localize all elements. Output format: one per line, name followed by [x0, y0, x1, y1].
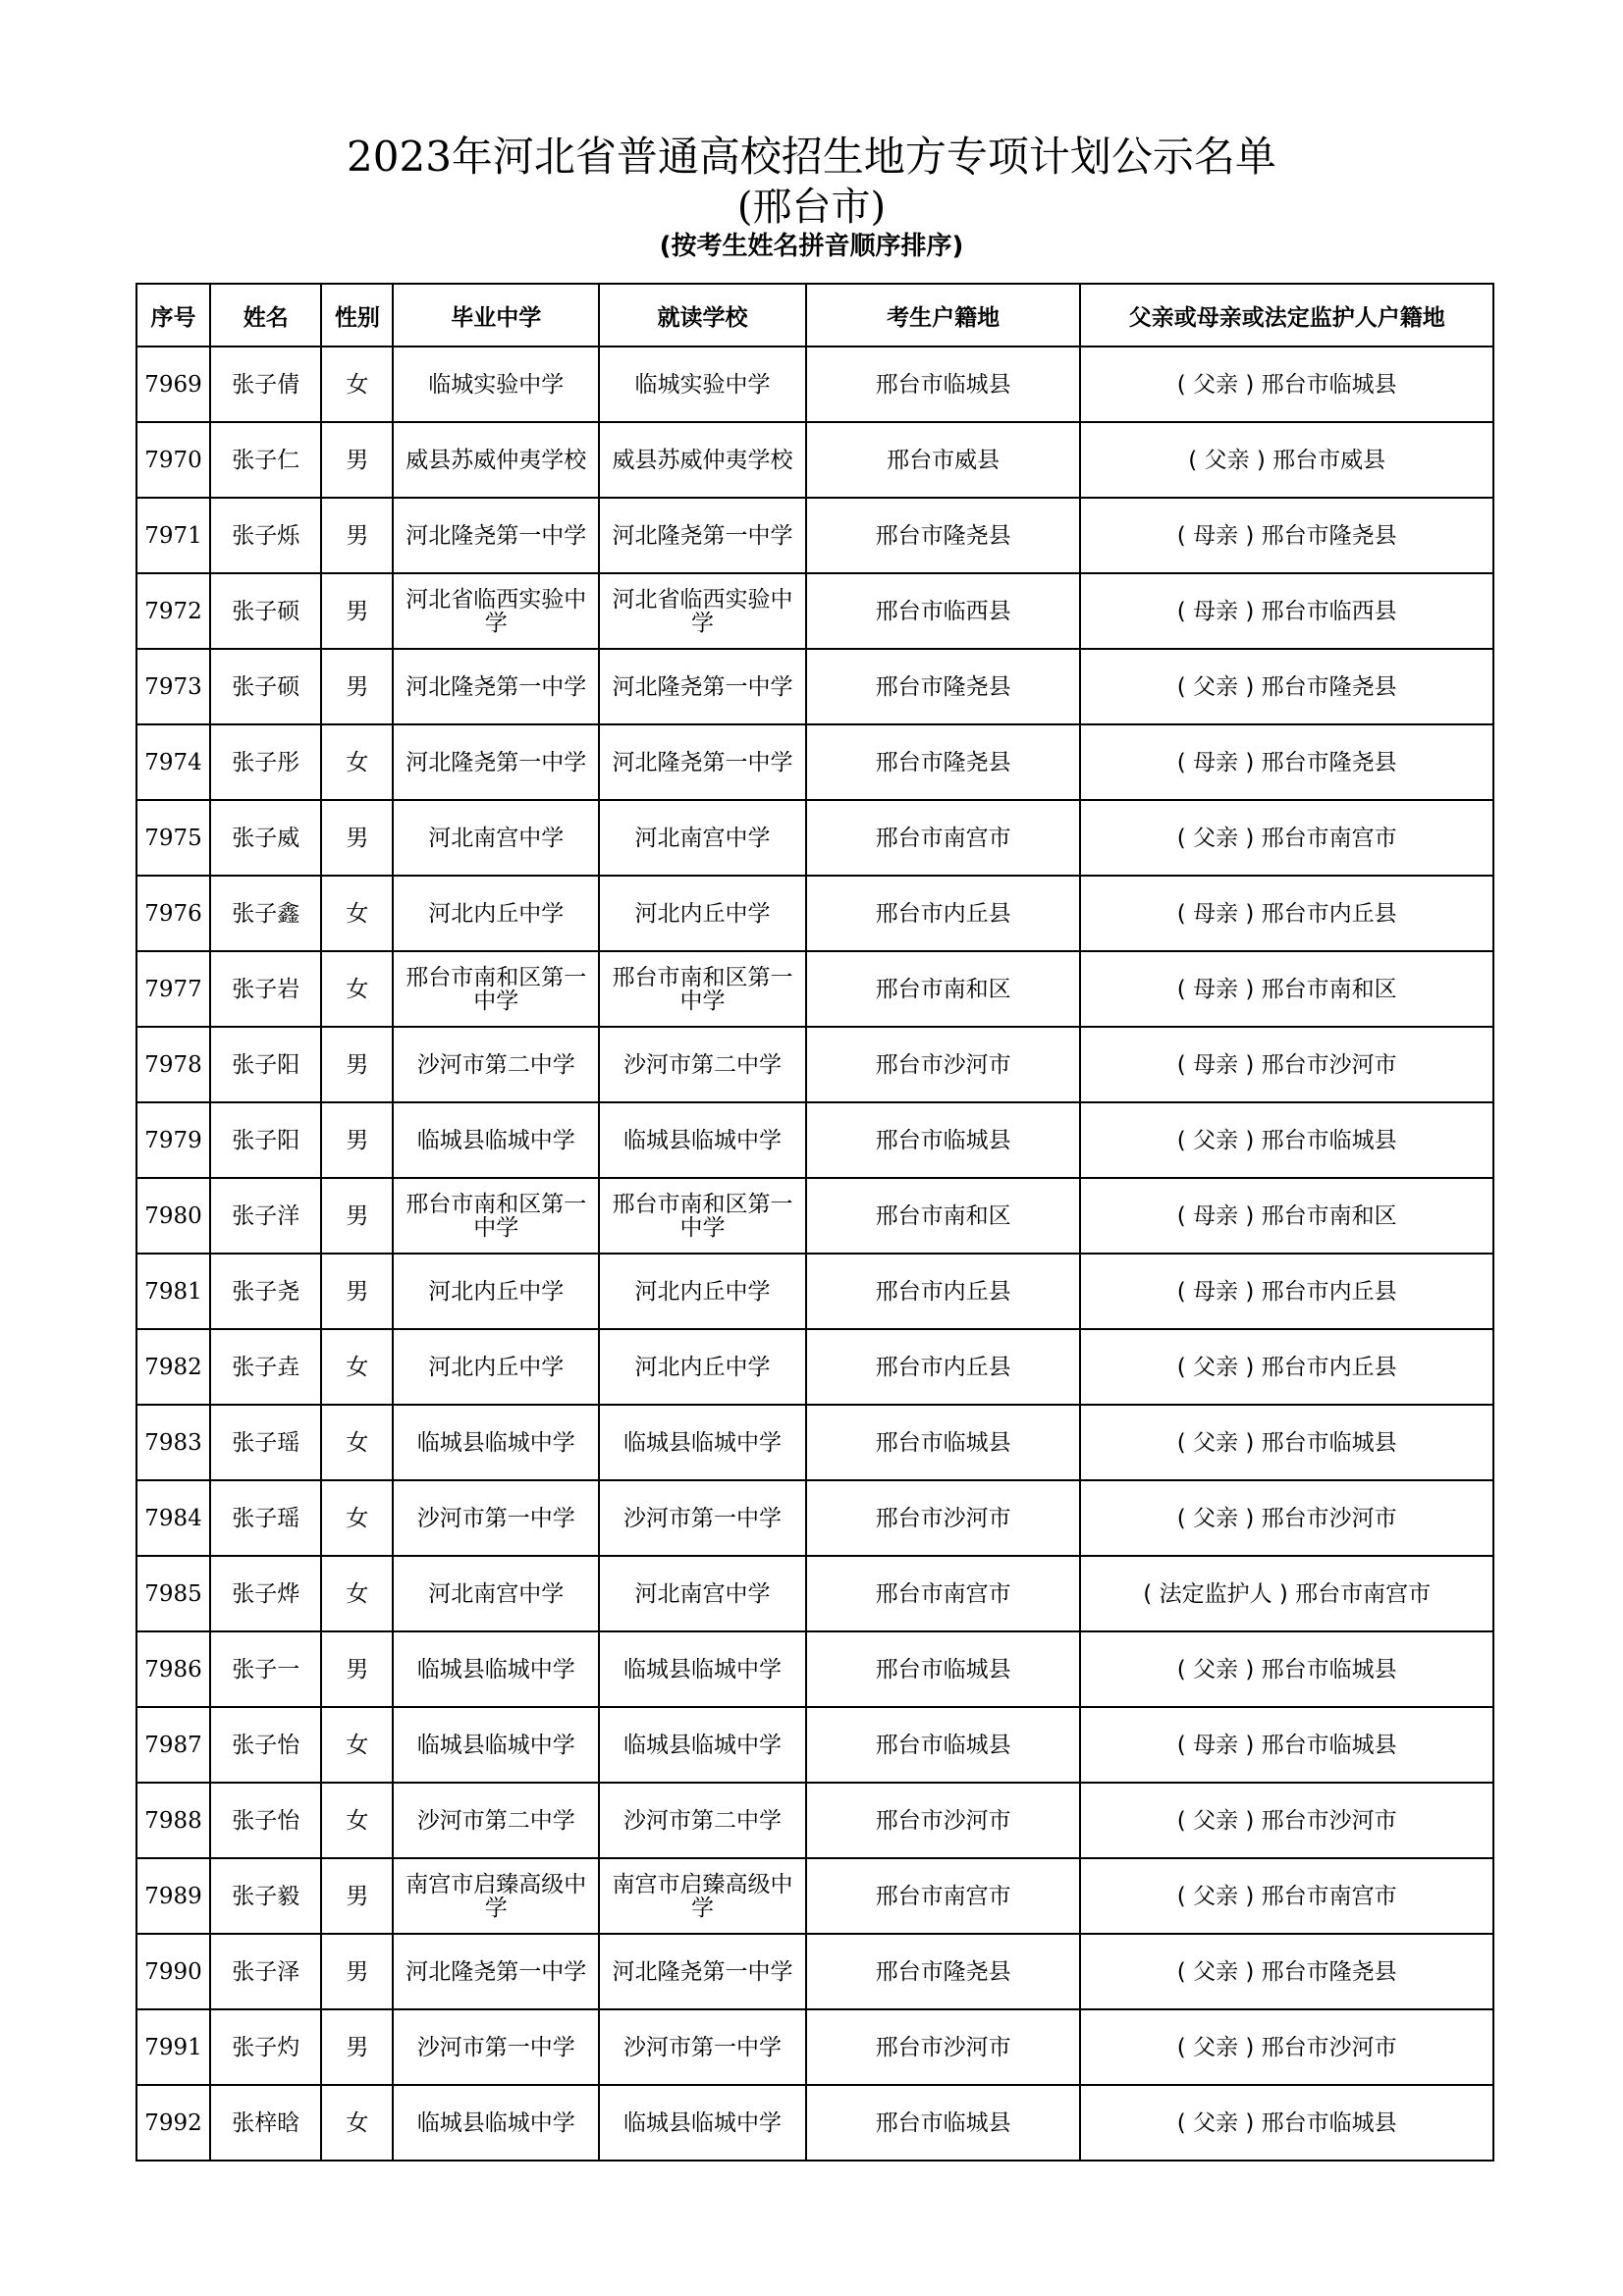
col-header-no: 序号: [136, 284, 210, 347]
cell-grad-school: 沙河市第一中学: [393, 2009, 599, 2085]
table-row: [136, 1254, 1493, 1329]
col-header-gender: 性别: [321, 284, 393, 347]
table-row: [136, 1178, 1493, 1254]
cell-current-school: 沙河市第二中学: [599, 1783, 806, 1858]
cell-gender: 男: [321, 1858, 393, 1934]
cell-no: 7983: [136, 1405, 210, 1480]
table-row: [136, 1027, 1493, 1102]
cell-grad-school: 河北内丘中学: [393, 876, 599, 951]
cell-grad-school: 河北内丘中学: [393, 1329, 599, 1405]
cell-grad-school: 临城实验中学: [393, 347, 599, 422]
cell-current-school: 河北南宫中学: [599, 1556, 806, 1631]
cell-current-school: 河北内丘中学: [599, 876, 806, 951]
table-row: [136, 2085, 1493, 2161]
cell-name: 张子怡: [210, 1707, 321, 1783]
cell-current-school: 沙河市第一中学: [599, 1480, 806, 1556]
cell-grad-school: 临城县临城中学: [393, 2085, 599, 2161]
table-row: [136, 1480, 1493, 1556]
cell-guardian: ( 父亲 ) 邢台市沙河市: [1080, 1783, 1493, 1858]
cell-hukou: 邢台市隆尧县: [806, 1934, 1081, 2009]
cell-no: 7990: [136, 1934, 210, 2009]
cell-current-school: 临城县临城中学: [599, 1102, 806, 1178]
cell-name: 张子尧: [210, 1254, 321, 1329]
table-row: [136, 2009, 1493, 2085]
cell-guardian: ( 父亲 ) 邢台市沙河市: [1080, 1480, 1493, 1556]
cell-hukou: 邢台市沙河市: [806, 2009, 1081, 2085]
cell-name: 张子仁: [210, 422, 321, 498]
cell-grad-school: 河北内丘中学: [393, 1254, 599, 1329]
cell-no: 7975: [136, 800, 210, 876]
cell-name: 张子毅: [210, 1858, 321, 1934]
cell-current-school: 河北隆尧第一中学: [599, 724, 806, 800]
cell-name: 张子硕: [210, 573, 321, 649]
cell-hukou: 邢台市临城县: [806, 1631, 1081, 1707]
cell-hukou: 邢台市南宫市: [806, 1556, 1081, 1631]
cell-grad-school: 河北隆尧第一中学: [393, 498, 599, 573]
cell-gender: 女: [321, 876, 393, 951]
cell-no: 7974: [136, 724, 210, 800]
cell-no: 7985: [136, 1556, 210, 1631]
cell-name: 张子垚: [210, 1329, 321, 1405]
table-row: [136, 951, 1493, 1027]
cell-current-school: 临城县临城中学: [599, 1405, 806, 1480]
cell-hukou: 邢台市沙河市: [806, 1027, 1081, 1102]
cell-hukou: 邢台市沙河市: [806, 1783, 1081, 1858]
cell-current-school: 河北隆尧第一中学: [599, 649, 806, 724]
cell-grad-school: 河北隆尧第一中学: [393, 724, 599, 800]
cell-guardian: ( 法定监护人 ) 邢台市南宫市: [1080, 1556, 1493, 1631]
cell-hukou: 邢台市内丘县: [806, 1329, 1081, 1405]
cell-grad-school: 威县苏威仲夷学校: [393, 422, 599, 498]
cell-grad-school: 临城县临城中学: [393, 1102, 599, 1178]
cell-hukou: 邢台市威县: [806, 422, 1081, 498]
cell-grad-school: 沙河市第二中学: [393, 1027, 599, 1102]
cell-guardian: ( 父亲 ) 邢台市临城县: [1080, 2085, 1493, 2161]
cell-guardian: ( 父亲 ) 邢台市南宫市: [1080, 800, 1493, 876]
cell-name: 张子烨: [210, 1556, 321, 1631]
cell-no: 7972: [136, 573, 210, 649]
cell-hukou: 邢台市临城县: [806, 2085, 1081, 2161]
cell-no: 7969: [136, 347, 210, 422]
cell-current-school: 河北内丘中学: [599, 1254, 806, 1329]
cell-guardian: ( 父亲 ) 邢台市内丘县: [1080, 1329, 1493, 1405]
table-row: [136, 1102, 1493, 1178]
cell-name: 张子瑶: [210, 1480, 321, 1556]
cell-gender: 女: [321, 2085, 393, 2161]
cell-no: 7987: [136, 1707, 210, 1783]
cell-no: 7984: [136, 1480, 210, 1556]
cell-guardian: ( 母亲 ) 邢台市内丘县: [1080, 876, 1493, 951]
cell-hukou: 邢台市临城县: [806, 1102, 1081, 1178]
table-row: [136, 347, 1493, 422]
cell-guardian: ( 母亲 ) 邢台市内丘县: [1080, 1254, 1493, 1329]
table-row: [136, 1556, 1493, 1631]
table-row: [136, 573, 1493, 649]
cell-current-school: 临城县临城中学: [599, 2085, 806, 2161]
cell-name: 张子威: [210, 800, 321, 876]
table-row: [136, 422, 1493, 498]
cell-gender: 男: [321, 573, 393, 649]
table-header-row: [136, 284, 1493, 347]
cell-gender: 男: [321, 649, 393, 724]
table-row: [136, 800, 1493, 876]
cell-guardian: ( 母亲 ) 邢台市南和区: [1080, 951, 1493, 1027]
cell-current-school: 临城县临城中学: [599, 1631, 806, 1707]
cell-current-school: 河北隆尧第一中学: [599, 1934, 806, 2009]
cell-current-school: 河北省临西实验中学: [599, 573, 806, 649]
cell-name: 张子怡: [210, 1783, 321, 1858]
cell-guardian: ( 母亲 ) 邢台市沙河市: [1080, 1027, 1493, 1102]
cell-hukou: 邢台市临城县: [806, 1405, 1081, 1480]
page-title: 2023年河北省普通高校招生地方专项计划公示名单: [347, 133, 1276, 181]
cell-name: 张子灼: [210, 2009, 321, 2085]
cell-gender: 男: [321, 1934, 393, 2009]
table-row: [136, 1329, 1493, 1405]
cell-guardian: ( 母亲 ) 邢台市临城县: [1080, 1707, 1493, 1783]
cell-grad-school: 临城县临城中学: [393, 1631, 599, 1707]
cell-name: 张子鑫: [210, 876, 321, 951]
cell-no: 7982: [136, 1329, 210, 1405]
cell-guardian: ( 父亲 ) 邢台市沙河市: [1080, 2009, 1493, 2085]
cell-guardian: ( 父亲 ) 邢台市隆尧县: [1080, 1934, 1493, 2009]
cell-grad-school: 临城县临城中学: [393, 1707, 599, 1783]
cell-no: 7989: [136, 1858, 210, 1934]
cell-gender: 男: [321, 800, 393, 876]
table-row: [136, 1858, 1493, 1934]
cell-guardian: ( 父亲 ) 邢台市临城县: [1080, 1405, 1493, 1480]
cell-current-school: 河北南宫中学: [599, 800, 806, 876]
table-row: [136, 649, 1493, 724]
table-body: [136, 347, 1493, 2161]
cell-grad-school: 南宫市启臻高级中学: [393, 1858, 599, 1934]
cell-current-school: 邢台市南和区第一中学: [599, 951, 806, 1027]
table-row: [136, 498, 1493, 573]
cell-guardian: ( 父亲 ) 邢台市临城县: [1080, 1102, 1493, 1178]
cell-guardian: ( 母亲 ) 邢台市隆尧县: [1080, 724, 1493, 800]
cell-gender: 男: [321, 1631, 393, 1707]
cell-hukou: 邢台市隆尧县: [806, 498, 1081, 573]
cell-gender: 男: [321, 1102, 393, 1178]
cell-gender: 男: [321, 2009, 393, 2085]
cell-current-school: 沙河市第一中学: [599, 2009, 806, 2085]
cell-grad-school: 临城县临城中学: [393, 1405, 599, 1480]
cell-name: 张子泽: [210, 1934, 321, 2009]
cell-hukou: 邢台市沙河市: [806, 1480, 1081, 1556]
cell-name: 张子硕: [210, 649, 321, 724]
cell-gender: 女: [321, 1783, 393, 1858]
cell-guardian: ( 父亲 ) 邢台市威县: [1080, 422, 1493, 498]
cell-gender: 女: [321, 347, 393, 422]
table-row: [136, 1631, 1493, 1707]
cell-guardian: ( 父亲 ) 邢台市临城县: [1080, 1631, 1493, 1707]
col-header-guardian: 父亲或母亲或法定监护人户籍地: [1080, 284, 1493, 347]
cell-name: 张子烁: [210, 498, 321, 573]
cell-current-school: 河北内丘中学: [599, 1329, 806, 1405]
cell-name: 张子岩: [210, 951, 321, 1027]
cell-no: 7988: [136, 1783, 210, 1858]
cell-current-school: 沙河市第二中学: [599, 1027, 806, 1102]
cell-no: 7973: [136, 649, 210, 724]
cell-no: 7978: [136, 1027, 210, 1102]
cell-current-school: 南宫市启臻高级中学: [599, 1858, 806, 1934]
cell-hukou: 邢台市隆尧县: [806, 724, 1081, 800]
cell-guardian: ( 父亲 ) 邢台市临城县: [1080, 347, 1493, 422]
cell-hukou: 邢台市临城县: [806, 347, 1081, 422]
cell-guardian: ( 父亲 ) 邢台市南宫市: [1080, 1858, 1493, 1934]
cell-current-school: 临城实验中学: [599, 347, 806, 422]
cell-name: 张梓晗: [210, 2085, 321, 2161]
cell-no: 7977: [136, 951, 210, 1027]
cell-no: 7986: [136, 1631, 210, 1707]
cell-gender: 女: [321, 1480, 393, 1556]
cell-gender: 女: [321, 1405, 393, 1480]
cell-hukou: 邢台市内丘县: [806, 876, 1081, 951]
col-header-name: 姓名: [210, 284, 321, 347]
cell-gender: 男: [321, 1027, 393, 1102]
cell-hukou: 邢台市临西县: [806, 573, 1081, 649]
cell-grad-school: 河北南宫中学: [393, 1556, 599, 1631]
cell-gender: 男: [321, 498, 393, 573]
cell-hukou: 邢台市内丘县: [806, 1254, 1081, 1329]
table-row: [136, 1934, 1493, 2009]
cell-gender: 男: [321, 422, 393, 498]
cell-gender: 女: [321, 1707, 393, 1783]
cell-hukou: 邢台市隆尧县: [806, 649, 1081, 724]
cell-hukou: 邢台市南和区: [806, 951, 1081, 1027]
cell-guardian: ( 母亲 ) 邢台市隆尧县: [1080, 498, 1493, 573]
cell-gender: 男: [321, 1254, 393, 1329]
col-header-hukou: 考生户籍地: [806, 284, 1081, 347]
sort-note: (按考生姓名拼音顺序排序): [659, 232, 964, 261]
cell-no: 7971: [136, 498, 210, 573]
cell-no: 7976: [136, 876, 210, 951]
cell-no: 7979: [136, 1102, 210, 1178]
cell-current-school: 邢台市南和区第一中学: [599, 1178, 806, 1254]
cell-gender: 女: [321, 724, 393, 800]
cell-gender: 男: [321, 1178, 393, 1254]
cell-name: 张子彤: [210, 724, 321, 800]
col-header-current-school: 就读学校: [599, 284, 806, 347]
table-row: [136, 1783, 1493, 1858]
cell-name: 张子阳: [210, 1027, 321, 1102]
cell-guardian: ( 父亲 ) 邢台市隆尧县: [1080, 649, 1493, 724]
cell-grad-school: 河北隆尧第一中学: [393, 649, 599, 724]
cell-grad-school: 河北省临西实验中学: [393, 573, 599, 649]
cell-name: 张子一: [210, 1631, 321, 1707]
cell-gender: 女: [321, 1329, 393, 1405]
city-subtitle: (邢台市): [736, 185, 887, 230]
cell-current-school: 河北隆尧第一中学: [599, 498, 806, 573]
cell-name: 张子洋: [210, 1178, 321, 1254]
cell-grad-school: 邢台市南和区第一中学: [393, 951, 599, 1027]
cell-grad-school: 河北隆尧第一中学: [393, 1934, 599, 2009]
cell-hukou: 邢台市南宫市: [806, 800, 1081, 876]
cell-grad-school: 沙河市第一中学: [393, 1480, 599, 1556]
table-row: [136, 1405, 1493, 1480]
cell-current-school: 威县苏威仲夷学校: [599, 422, 806, 498]
cell-hukou: 邢台市临城县: [806, 1707, 1081, 1783]
table-row: [136, 876, 1493, 951]
roster-table: [135, 283, 1494, 2162]
cell-grad-school: 沙河市第二中学: [393, 1783, 599, 1858]
cell-no: 7980: [136, 1178, 210, 1254]
cell-no: 7981: [136, 1254, 210, 1329]
cell-hukou: 邢台市南宫市: [806, 1858, 1081, 1934]
cell-no: 7991: [136, 2009, 210, 2085]
table-row: [136, 724, 1493, 800]
cell-hukou: 邢台市南和区: [806, 1178, 1081, 1254]
cell-guardian: ( 母亲 ) 邢台市南和区: [1080, 1178, 1493, 1254]
cell-gender: 女: [321, 1556, 393, 1631]
cell-no: 7970: [136, 422, 210, 498]
cell-name: 张子倩: [210, 347, 321, 422]
cell-gender: 女: [321, 951, 393, 1027]
cell-grad-school: 邢台市南和区第一中学: [393, 1178, 599, 1254]
cell-guardian: ( 母亲 ) 邢台市临西县: [1080, 573, 1493, 649]
cell-no: 7992: [136, 2085, 210, 2161]
table-row: [136, 1707, 1493, 1783]
col-header-grad-school: 毕业中学: [393, 284, 599, 347]
cell-grad-school: 河北南宫中学: [393, 800, 599, 876]
cell-name: 张子瑶: [210, 1405, 321, 1480]
cell-name: 张子阳: [210, 1102, 321, 1178]
cell-current-school: 临城县临城中学: [599, 1707, 806, 1783]
